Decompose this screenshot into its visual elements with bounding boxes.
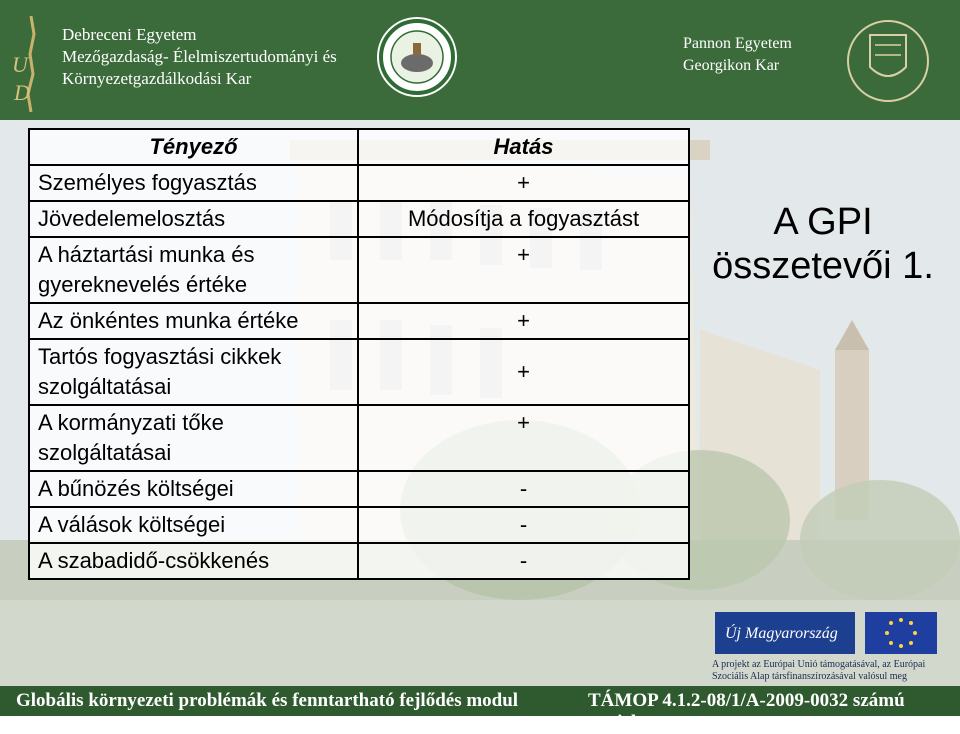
pannon-university-seal-icon (845, 15, 931, 107)
faculty-name-line: Georgikon Kar (683, 57, 780, 74)
effect-cell: + (358, 237, 689, 303)
svg-text:D: D (14, 80, 30, 105)
svg-text:U: U (12, 52, 28, 77)
factor-cell: A válások költségei (29, 507, 358, 543)
factor-cell: A bűnözés költségei (29, 471, 358, 507)
effect-cell: Módosítja a fogyasztást (358, 201, 689, 237)
slide-title (690, 200, 956, 288)
faculty-seal-logo-icon (375, 15, 459, 99)
university-name-line: Debreceni Egyetem (62, 25, 197, 44)
effect-cell: + (358, 405, 689, 471)
eu-funding-logos-icon (715, 610, 940, 658)
effect-cell: - (358, 471, 689, 507)
faculty-name-line: Mezőgazdaság- Élelmiszertudományi és (62, 47, 337, 66)
gpi-factors-table (28, 128, 690, 580)
university-name-line: Pannon Egyetem (683, 35, 792, 52)
table-header-row (29, 129, 689, 165)
column-header-effect: Hatás (358, 129, 689, 165)
table-row (29, 471, 689, 507)
table-row (29, 507, 689, 543)
slide-title-line: A GPI (773, 201, 873, 243)
university-name-right (683, 33, 792, 77)
footer-project-id: TÁMOP 4.1.2-08/1/A-2009-0032 számú projekt (588, 690, 905, 733)
table-row (29, 339, 689, 405)
table-row (29, 543, 689, 579)
table-row (29, 405, 689, 471)
university-name-left (62, 24, 337, 90)
effect-cell: + (358, 303, 689, 339)
effect-cell: - (358, 507, 689, 543)
factor-cell: A háztartási munka és gyereknevelés értéke (29, 237, 358, 303)
svg-text:Új Magyarország: Új Magyarország (725, 625, 838, 642)
table-row (29, 237, 689, 303)
factor-cell: A szabadidő-csökkenés (29, 543, 358, 579)
factor-cell: A kormányzati tőke szolgáltatásai (29, 405, 358, 471)
table-row (29, 201, 689, 237)
footer-module-title: Globális környezeti problémák és fenntartható fejlődés modul (16, 690, 519, 711)
factor-cell: Jövedelemelosztás (29, 201, 358, 237)
ud-university-logo-icon (8, 14, 54, 114)
effect-cell: + (358, 165, 689, 201)
faculty-name-line: Környezetgazdálkodási Kar (62, 69, 252, 88)
eu-funding-note: A projekt az Európai Unió támogatásával, az Európai Szociális Alap társfinanszírozásával valósul meg (712, 659, 926, 682)
column-header-factor: Tényező (29, 129, 358, 165)
table-row (29, 303, 689, 339)
effect-cell: - (358, 543, 689, 579)
footer-bar (0, 686, 960, 733)
factor-cell: Személyes fogyasztás (29, 165, 358, 201)
header-banner (0, 0, 960, 120)
factor-cell: Tartós fogyasztási cikkek szolgáltatásai (29, 339, 358, 405)
factor-cell: Az önkéntes munka értéke (29, 303, 358, 339)
table-row (29, 165, 689, 201)
effect-cell: + (358, 339, 689, 405)
slide-title-line: összetevői 1. (712, 245, 934, 287)
